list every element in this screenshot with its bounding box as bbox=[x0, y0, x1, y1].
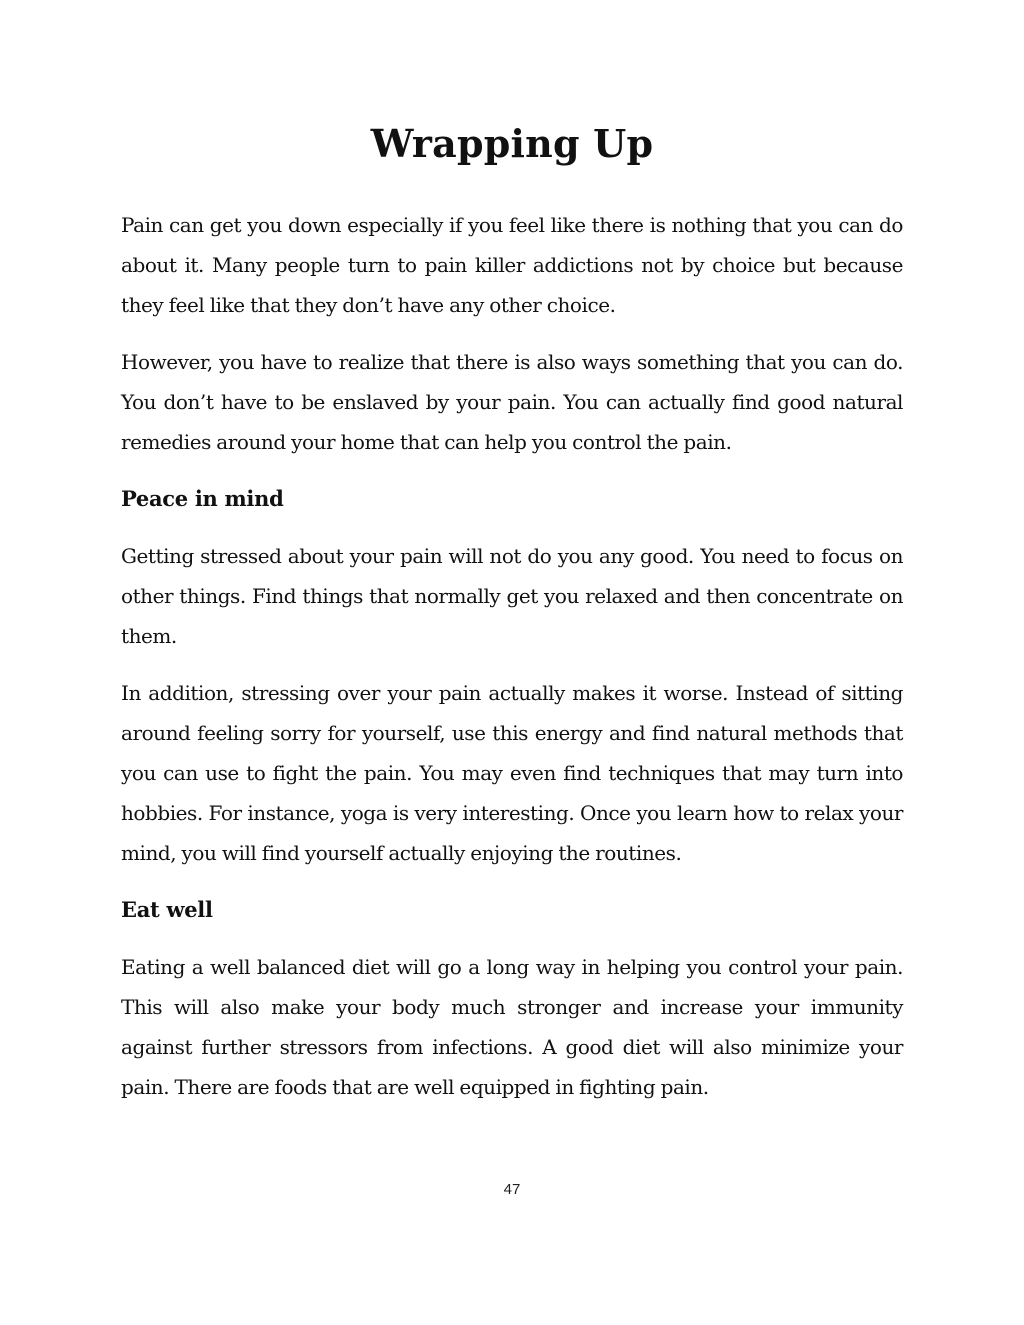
spacer bbox=[121, 519, 903, 536]
spacer bbox=[121, 462, 903, 479]
page-number: 47 bbox=[503, 1181, 521, 1198]
paragraph: In addition, stressing over your pain actually makes it worse. Instead of sitting around feeling sorry for yourself, use this energy and find natural methods that you can use to fight the pain. You may even find techniques that may turn into hobbies. For instance, yoga is very interesting. Once you learn how to relax your mind, you will find yourself actually enjoying the routines. bbox=[121, 681, 903, 865]
paragraph: Getting stressed about your pain will not do you any good. You need to focus on other things. Find things that normally get you relaxed and then concentrate on them. bbox=[121, 544, 903, 648]
paragraph: However, you have to realize that there is also ways something that you can do. You don’t have to be enslaved by your pain. You can actually find good natural remedies around your home that can help you control the pain. bbox=[121, 350, 903, 454]
spacer bbox=[121, 170, 903, 205]
paragraph: Pain can get you down especially if you feel like there is nothing that you can do about it. Many people turn to pain killer addictions not by choice but because they feel like that they don’t have any other choice. bbox=[121, 213, 903, 317]
section-heading: Peace in mind bbox=[121, 486, 284, 511]
page-title: Wrapping Up bbox=[370, 121, 654, 166]
spacer bbox=[121, 873, 903, 890]
paragraph: Eating a well balanced diet will go a long way in helping you control your pain. This will also make your body much stronger and increase your immunity against further stressors from infections. A good diet will also minimize your pain. There are foods that are well equipped in fighting pain. bbox=[121, 955, 903, 1099]
spacer bbox=[121, 930, 903, 947]
spacer bbox=[121, 325, 903, 342]
page-content bbox=[121, 118, 903, 1107]
spacer bbox=[121, 656, 903, 673]
section-heading: Eat well bbox=[121, 897, 213, 922]
